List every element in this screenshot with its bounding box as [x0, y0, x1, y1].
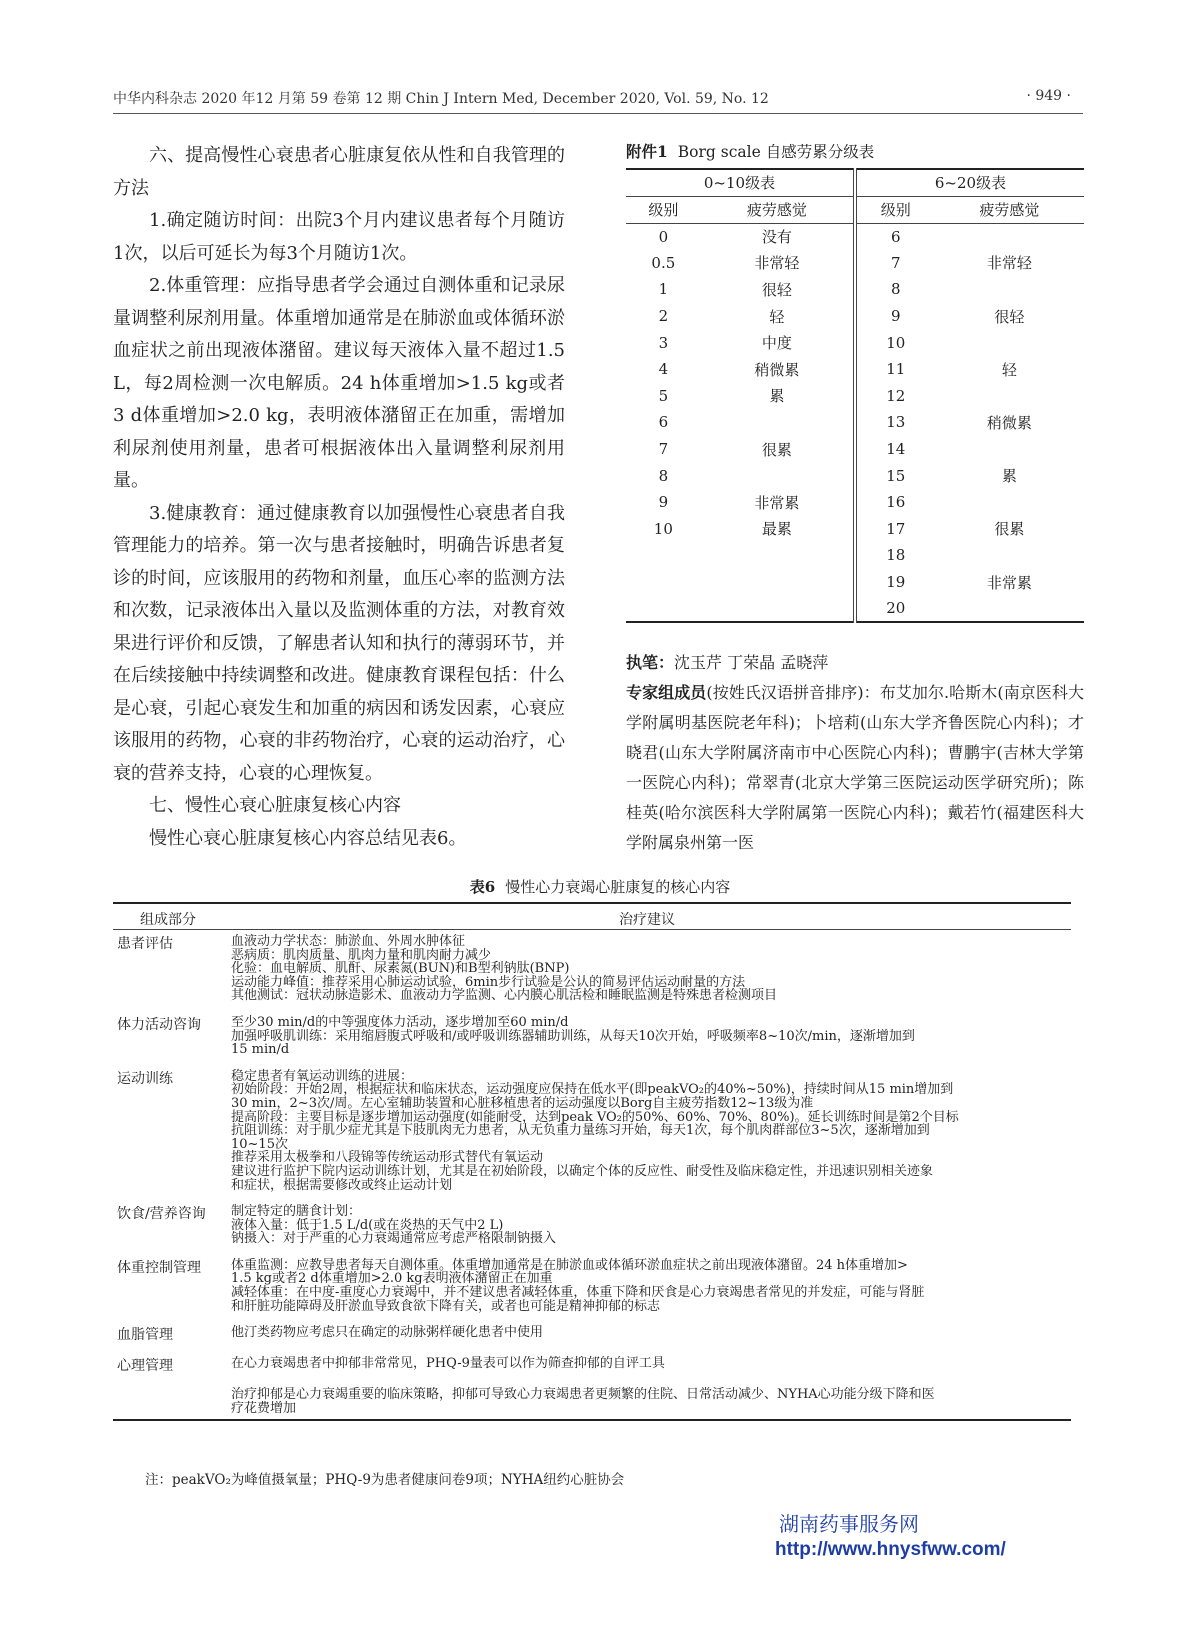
- annex-caption: Borg scale 自感劳累分级表: [677, 143, 875, 161]
- paragraph-health-education: 3.健康教育：通过健康教育以加强慢性心衰患者自我管理能力的培养。第一次与患者接触时，明确告诉患者复诊的时间，应该服用的药物和剂量，血压心率的监测方法和次数，记录液体出入量以及监测体重的方法，对教育效果进行评价和反馈，了解患者认知和执行的薄弱环节，并在后续接触中持续调整和改进。健康教育课程包括：什么是心衰，引起心衰发生和加重的病因和诱发因素，心衰应该服用的药物，心衰的非药物治疗，心衰的运动治疗，心衰的营养支持，心衰的心理恢复。: [113, 502, 565, 784]
- table6: [113, 902, 1071, 1421]
- table6-component: 心理管理: [117, 1358, 173, 1375]
- borg-feeling-cell: 非常轻: [986, 254, 1032, 273]
- borg-level-cell: 11: [886, 360, 906, 379]
- table6-line: 他汀类药物应考虑只在确定的动脉粥样硬化患者中使用: [231, 1325, 544, 1341]
- table6-recommendations: [231, 1205, 1071, 1246]
- borg-level-cell: 1: [658, 280, 669, 299]
- table6-line: 其他测试：冠状动脉造影术、血液动力学监测、心内膜心肌活检和睡眠监测是特殊患者检测项目: [231, 988, 778, 1004]
- borg-row: [626, 516, 1084, 543]
- paragraph-weight-management: 2.体重管理：应指导患者学会通过自测体重和记录尿量调整利尿剂用量。体重增加通常是在肺淤血或体循环淤血症状之前出现液体潴留。建议每天液体入量不超过1.5 L，每2周检测一次电解质。24 h体重增加>1.5 kg或者3 d体重增加>2.0 kg，表明液体潴留正在加重，需增加利尿剂使用剂量，患者可根据液体出入量调整利尿剂用量。: [113, 275, 565, 491]
- borg-feeling-cell: [935, 276, 1084, 303]
- borg-feeling-cell: [935, 436, 1084, 463]
- borg-table: [626, 168, 1084, 623]
- borg-level-cell: 16: [886, 493, 906, 512]
- borg-feeling-cell: [701, 569, 855, 596]
- borg-feeling-cell: [935, 383, 1084, 410]
- table6-line: 血液动力学状态：肺淤血、外周水肿体征: [231, 934, 466, 949]
- watermark-url: http://www.hnysfww.com/: [775, 1539, 1006, 1560]
- borg-row: [626, 276, 1084, 303]
- section-heading-6: 六、提高慢性心衰患者心脏康复依从性和自我管理的方法: [113, 145, 565, 199]
- borg-row: [626, 542, 1084, 569]
- borg-level-cell: 5: [658, 386, 669, 405]
- table6-line: 减轻体重：在中度-重度心力衰竭中，并不建议患者减轻体重，体重下降和厌食是心力衰竭患者常见的并发症，可能与肾脏: [231, 1285, 925, 1301]
- table6-line: 液体入量：低于1.5 L/d(或在炎热的天气中2 L): [231, 1217, 504, 1233]
- table6-row: [113, 1352, 1071, 1375]
- table6-row: [113, 1321, 1071, 1344]
- table6-recommendations: [231, 1357, 1071, 1375]
- annex-title: [626, 140, 1084, 168]
- table6-row: [113, 1200, 1071, 1246]
- borg-level-cell: 12: [886, 386, 906, 405]
- annex-label: 附件1: [626, 142, 668, 161]
- borg-row: [626, 356, 1084, 383]
- table6-line: 1.5 kg或者2 d体重增加>2.0 kg表明液体潴留正在加重: [231, 1271, 553, 1287]
- table6-row: [113, 1254, 1071, 1313]
- table6-line: 治疗抑郁是心力衰竭重要的临床策略，抑郁可导致心力衰竭患者更频繁的住院、日常活动减少、NYHA心功能分级下降和医: [231, 1387, 935, 1403]
- borg-row: [626, 595, 1084, 622]
- authors-names: 沈玉芹 丁荣晶 孟晓萍: [674, 653, 829, 672]
- table6-line: 提高阶段：主要目标是逐步增加运动强度(如能耐受，达到peak VO₂的50%、60%、70%、80%)。延长训练时间是第2个目标: [231, 1109, 959, 1125]
- borg-row: [626, 303, 1084, 330]
- borg-row: [626, 223, 1084, 250]
- table6-line: 15 min/d: [231, 1042, 290, 1058]
- borg-level-cell: 10: [886, 333, 906, 352]
- borg-feeling-cell: 稍微累: [986, 413, 1032, 432]
- table6-col-component: 组成部分: [140, 912, 196, 928]
- borg-feeling-cell: 很累: [994, 520, 1025, 539]
- experts-list: (按姓氏汉语拼音排序)：布艾加尔.哈斯木(南京医科大学附属明基医院老年科)；卜培莉(山东大学齐鲁医院心内科)；才晓君(山东大学附属济南市中心医院心内科)；曹鹏宇(吉林大学第一医院心内科)；常翠青(北京大学第三医院运动医学研究所)；陈桂英(哈尔滨医科大学附属第一医院心内科)；戴若竹(福建医科大学附属泉州第一医: [626, 683, 1084, 852]
- table6-component: 运动训练: [117, 1070, 173, 1087]
- table6-label: 表6: [469, 878, 496, 896]
- borg-level-cell: 18: [886, 546, 906, 565]
- borg-row: [626, 383, 1084, 410]
- borg-feeling-cell: 很轻: [994, 307, 1025, 326]
- table6-header: [113, 902, 1071, 930]
- borg-level-cell: 9: [658, 493, 669, 512]
- borg-row: [626, 462, 1084, 489]
- table6-row: [113, 1383, 1071, 1415]
- borg-level-cell: 0.5: [651, 253, 676, 272]
- table6-component: [113, 1388, 231, 1415]
- borg-level-cell: [626, 569, 701, 596]
- table6-component: 血脂管理: [117, 1327, 173, 1344]
- borg-feeling-cell: 非常累: [701, 489, 855, 516]
- borg-level-cell: 0: [658, 227, 669, 246]
- running-header: [113, 88, 1083, 112]
- section-heading-7: 七、慢性心衰心脏康复核心内容: [149, 795, 401, 816]
- table6-line: 运动能力峰值：推荐采用心肺运动试验，6min步行试验是公认的简易评估运动耐量的方法: [231, 974, 746, 990]
- table6-line: 体重监测：应教导患者每天自测体重。体重增加通常是在肺淤血或体循环淤血症状之前出现液体潴留。24 h体重增加>: [231, 1257, 908, 1273]
- header-divider: [113, 113, 1083, 114]
- borg-level-cell: 13: [886, 413, 906, 432]
- borg-feeling-cell: [935, 223, 1084, 250]
- borg-level-cell: 20: [855, 595, 935, 622]
- table6-component: 体力活动咨询: [117, 1016, 201, 1033]
- borg-feeling-cell: 最累: [701, 516, 855, 543]
- borg-level-cell: [626, 595, 701, 622]
- table6-line: 在心力衰竭患者中抑郁非常常见，PHQ-9量表可以作为筛查抑郁的自评工具: [231, 1356, 665, 1372]
- borg-level-cell: 7: [891, 253, 901, 272]
- watermark-site-name: 湖南药事服务网: [779, 1512, 919, 1536]
- borg-feeling-cell: [935, 329, 1084, 356]
- authors-label: 执笔：: [626, 653, 675, 672]
- borg-feeling-cell: [701, 462, 855, 489]
- borg-row: [626, 436, 1084, 463]
- table6-component: 饮食/营养咨询: [117, 1206, 206, 1223]
- table6-component: 患者评估: [117, 936, 173, 952]
- borg-feeling-cell: 非常轻: [701, 250, 855, 277]
- table6-title: 慢性心力衰竭心脏康复的核心内容: [505, 878, 731, 896]
- table6-recommendations: [231, 1070, 1071, 1192]
- authors-paragraph: [626, 648, 1084, 678]
- table6-line: 疗花费增加: [231, 1400, 297, 1416]
- borg-feeling-cell: 很累: [701, 436, 855, 463]
- table6-component: 体重控制管理: [117, 1259, 201, 1276]
- left-column: [113, 140, 565, 855]
- table6-line: 30 min，2~3次/周。左心室辅助装置和心脏移植患者的运动强度以Borg自主疲劳指数12~13级为准: [231, 1095, 814, 1111]
- journal-citation: 中华内科杂志 2020 年12 月第 59 卷第 12 期 Chin J Intern Med, December 2020, Vol. 59, No. 12: [113, 91, 769, 107]
- table6-line: 初始阶段：开始2周，根据症状和临床状态，运动强度应保持在低水平(即peakVO₂的40%~50%)，持续时间从15 min增加到: [231, 1082, 954, 1098]
- table6-line: 恶病质：肌肉质量、肌肉力量和肌肉耐力减少: [231, 947, 492, 963]
- borg-feeling-cell: [701, 409, 855, 436]
- borg-level-cell: 10: [653, 519, 673, 538]
- borg-feeling-cell: 非常累: [986, 573, 1032, 592]
- group-header-6-20: 6~20级表: [855, 169, 1084, 196]
- experts-label: 专家组成员: [626, 683, 707, 702]
- table6-line: 制定特定的膳食计划：: [231, 1204, 362, 1220]
- table6-recommendations: [231, 935, 1071, 1003]
- borg-row: [626, 250, 1084, 277]
- col-level: 级别: [626, 196, 701, 223]
- table6-caption: [0, 876, 1200, 897]
- borg-level-cell: 6: [891, 227, 901, 246]
- table6-recommendations: [231, 1259, 1071, 1313]
- borg-level-cell: 9: [891, 307, 901, 326]
- borg-feeling-cell: 中度: [701, 329, 855, 356]
- paragraph-follow-up: 1.确定随访时间：出院3个月内建议患者每个月随访1次，以后可延长为每3个月随访1次。: [113, 210, 565, 264]
- borg-row: [626, 489, 1084, 516]
- borg-feeling-cell: 累: [701, 383, 855, 410]
- borg-level-cell: 17: [886, 519, 906, 538]
- table6-line: 抗阻训练：对于肌少症尤其是下肢肌肉无力患者，从无负重力量练习开始，每天1次，每个肌肉群部位3~5次，逐渐增加到: [231, 1123, 930, 1139]
- table6-row: [113, 1011, 1071, 1057]
- borg-level-cell: 2: [658, 307, 669, 326]
- table6-row: [113, 1065, 1071, 1192]
- borg-row: [626, 329, 1084, 356]
- table6-recommendations: [231, 1388, 1071, 1415]
- borg-feeling-cell: [935, 542, 1084, 569]
- borg-row: [626, 409, 1084, 436]
- table6-line: 稳定患者有氧运动训练的进展：: [231, 1068, 414, 1084]
- borg-row: [626, 569, 1084, 596]
- borg-feeling-cell: [935, 595, 1084, 622]
- table6-line: 至少30 min/d的中等强度体力活动，逐步增加至60 min/d: [231, 1014, 569, 1030]
- table6-line: 推荐采用太极拳和八段锦等传统运动形式替代有氧运动: [231, 1150, 544, 1166]
- table6-line: 加强呼吸肌训练：采用缩唇腹式呼吸和/或呼吸训练器辅助训练，从每天10次开始，呼吸频率8~10次/min，逐渐增加到: [231, 1028, 915, 1044]
- group-header-0-10: 0~10级表: [626, 169, 855, 196]
- borg-level-cell: 7: [658, 440, 669, 459]
- experts-paragraph: [626, 678, 1084, 858]
- borg-level-cell: 3: [658, 333, 669, 352]
- borg-level-cell: 19: [886, 573, 906, 592]
- table6-row: [113, 930, 1071, 1003]
- borg-level-cell: 8: [658, 466, 669, 485]
- table6-line: 和肝脏功能障碍及肝淤血导致食欲下降有关，或者也可能是精神抑郁的标志: [231, 1298, 661, 1314]
- borg-feeling-cell: 轻: [701, 303, 855, 330]
- borg-feeling-cell: [935, 489, 1084, 516]
- borg-level-cell: [626, 542, 701, 569]
- watermark: [775, 1508, 1045, 1561]
- borg-feeling-cell: [701, 595, 855, 622]
- borg-level-cell: 4: [658, 360, 669, 379]
- table6-col-recommendation: 治疗建议: [619, 912, 675, 928]
- table6-note: 注：peakVO₂为峰值摄氧量；PHQ-9为患者健康问卷9项；NYHA纽约心脏协会: [145, 1472, 625, 1488]
- borg-feeling-cell: 稍微累: [701, 356, 855, 383]
- table6-recommendations: [231, 1326, 1071, 1344]
- borg-feeling-cell: [701, 542, 855, 569]
- borg-feeling-cell: 轻: [1001, 360, 1017, 379]
- right-column: [626, 648, 1084, 858]
- col-feeling: 疲劳感觉: [935, 196, 1084, 223]
- borg-level-cell: 8: [891, 280, 901, 299]
- borg-feeling-cell: 累: [1001, 467, 1017, 486]
- table6-bottom-rule: [113, 1419, 1071, 1421]
- table6-recommendations: [231, 1016, 1071, 1057]
- borg-level-cell: 15: [886, 466, 906, 485]
- annex-borg-scale: [626, 140, 1084, 623]
- table6-line: 和症状，根据需要修改或终止运动计划: [231, 1177, 453, 1193]
- borg-feeling-cell: 没有: [701, 223, 855, 250]
- table6-line: 建议进行监护下院内运动训练计划，尤其是在初始阶段，以确定个体的反应性、耐受性及临床稳定性，并迅速识别相关迹象: [231, 1163, 934, 1179]
- table6-line: 10~15次: [231, 1136, 288, 1152]
- borg-level-cell: 6: [658, 413, 669, 432]
- col-feeling: 疲劳感觉: [701, 196, 855, 223]
- table6-line: 化验：血电解质、肌酐、尿素氮(BUN)和B型利钠肽(BNP): [231, 961, 570, 977]
- page-number: · 949 ·: [1026, 88, 1071, 104]
- borg-feeling-cell: 很轻: [701, 276, 855, 303]
- borg-level-cell: 14: [886, 440, 906, 459]
- col-level: 级别: [855, 196, 935, 223]
- paragraph-table6-ref: 慢性心衰心脏康复核心内容总结见表6。: [149, 827, 467, 849]
- table6-line: 钠摄入：对于严重的心力衰竭通常应考虑严格限制钠摄入: [231, 1231, 557, 1247]
